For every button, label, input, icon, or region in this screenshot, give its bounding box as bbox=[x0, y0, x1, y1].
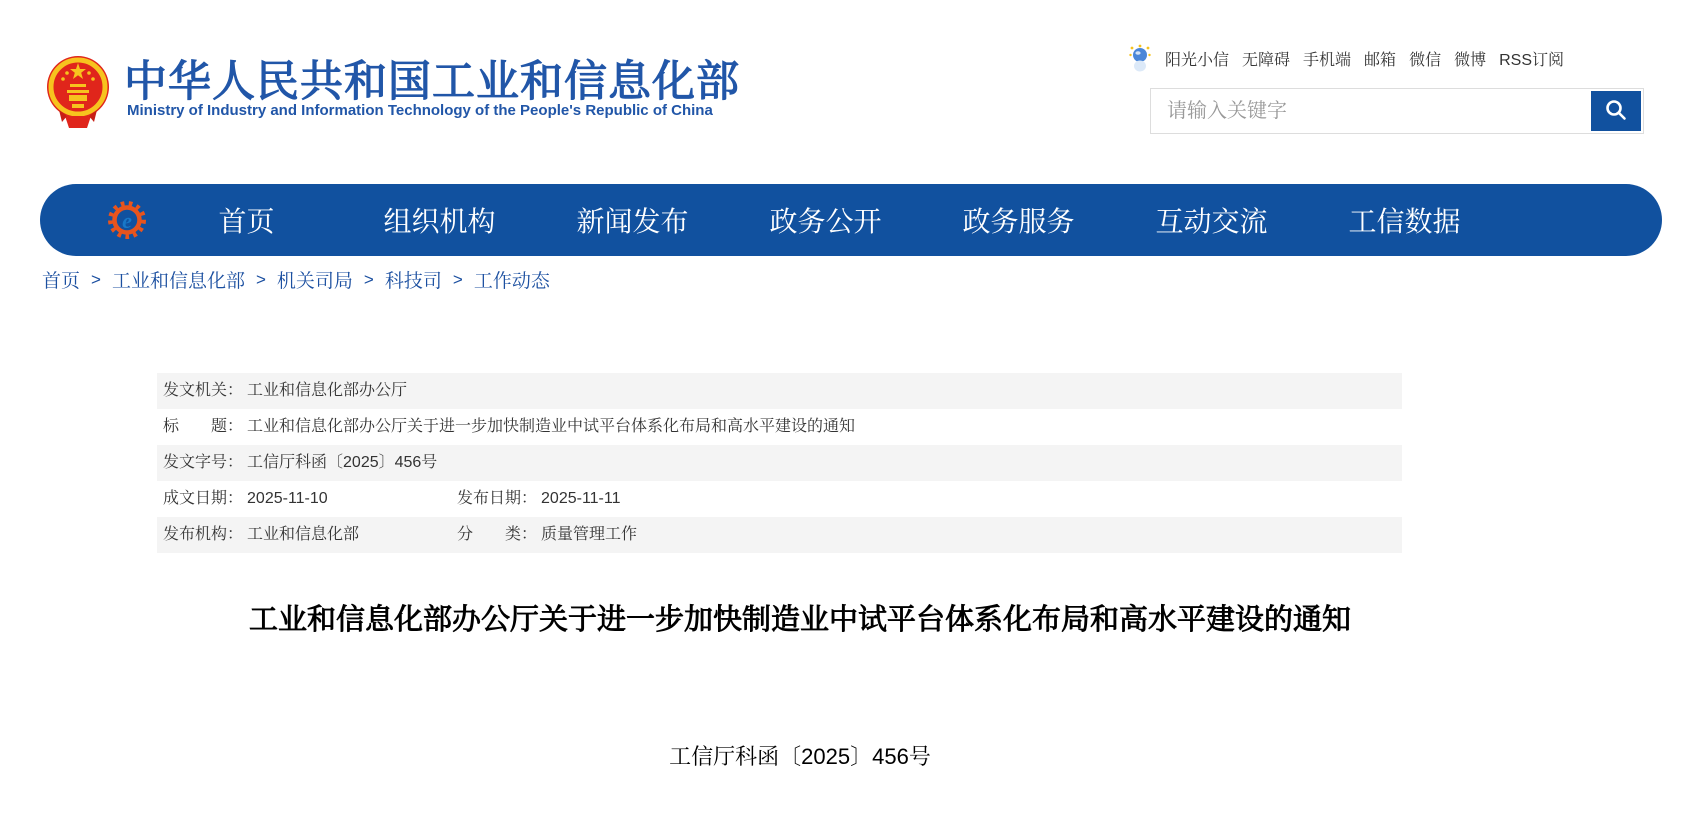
meta-label-category: 分 类： bbox=[457, 526, 538, 543]
nav-item-news-release[interactable]: 新闻发布 bbox=[576, 206, 689, 237]
miit-gear-logo-icon bbox=[104, 199, 150, 241]
search-button[interactable] bbox=[1591, 91, 1641, 131]
meta-cell bbox=[163, 382, 407, 399]
nav-item-organization[interactable]: 组织机构 bbox=[383, 206, 496, 237]
meta-value-title: 工业和信息化部办公厅关于进一步加快制造业中试平台体系化布局和高水平建设的通知 bbox=[247, 418, 856, 435]
meta-label-issuer: 发文机关： bbox=[163, 382, 244, 399]
meta-row-dates bbox=[157, 481, 1402, 517]
meta-cell bbox=[163, 490, 328, 507]
meta-cell bbox=[163, 418, 855, 435]
mascot-icon[interactable] bbox=[1128, 44, 1152, 72]
meta-label-written-date: 成文日期： bbox=[163, 490, 244, 507]
search-input[interactable] bbox=[1151, 89, 1587, 133]
breadcrumb-separator: > bbox=[91, 269, 101, 289]
breadcrumb-item-science-tech-dept[interactable]: 科技司 bbox=[384, 271, 442, 292]
national-emblem-icon bbox=[45, 50, 111, 138]
quick-link-rss[interactable]: RSS订阅 bbox=[1499, 51, 1564, 69]
nav-item-home[interactable]: 首页 bbox=[218, 206, 275, 237]
nav-item-gov-disclosure[interactable]: 政务公开 bbox=[769, 206, 882, 237]
meta-label-publish-date: 发布日期： bbox=[457, 490, 538, 507]
breadcrumb-item-miit[interactable]: 工业和信息化部 bbox=[111, 271, 245, 292]
breadcrumb bbox=[42, 266, 550, 293]
svg-text:e: e bbox=[122, 208, 132, 233]
meta-row-publisher-category bbox=[157, 517, 1402, 553]
breadcrumb-item-home[interactable]: 首页 bbox=[42, 271, 81, 292]
meta-label-title: 标 题： bbox=[163, 418, 244, 435]
quick-link-weibo[interactable]: 微博 bbox=[1454, 51, 1487, 69]
quick-link-wechat[interactable]: 微信 bbox=[1409, 51, 1442, 69]
search-icon bbox=[1604, 98, 1628, 125]
quick-links bbox=[1128, 44, 1564, 72]
search-bar bbox=[1150, 88, 1644, 134]
nav-item-gov-service[interactable]: 政务服务 bbox=[962, 206, 1075, 237]
meta-label-doc-number: 发文字号： bbox=[163, 454, 244, 471]
meta-value-written-date: 2025-11-10 bbox=[247, 490, 328, 507]
meta-cell bbox=[457, 517, 637, 553]
meta-row-title bbox=[157, 409, 1402, 445]
main-nav bbox=[40, 184, 1662, 256]
meta-row-doc-number bbox=[157, 445, 1402, 481]
meta-value-publish-date: 2025-11-11 bbox=[541, 490, 621, 507]
quick-link-accessibility[interactable]: 无障碍 bbox=[1242, 51, 1291, 69]
quick-link-sunshine-assistant[interactable]: 阳光小信 bbox=[1165, 51, 1230, 69]
article-doc-number: 工信厅科函〔2025〕456号 bbox=[669, 744, 931, 769]
meta-label-publisher: 发布机构： bbox=[163, 526, 244, 543]
meta-cell bbox=[163, 526, 359, 543]
breadcrumb-separator: > bbox=[452, 269, 463, 289]
meta-value-publisher: 工业和信息化部 bbox=[247, 526, 360, 543]
nav-item-interaction[interactable]: 互动交流 bbox=[1155, 206, 1268, 237]
quick-link-mail[interactable]: 邮箱 bbox=[1364, 51, 1397, 69]
breadcrumb-separator: > bbox=[363, 269, 374, 289]
meta-value-category: 质量管理工作 bbox=[541, 526, 638, 543]
doc-meta-table bbox=[157, 373, 1402, 553]
breadcrumb-item-departments[interactable]: 机关司局 bbox=[276, 271, 353, 292]
nav-item-miit-data[interactable]: 工信数据 bbox=[1348, 206, 1461, 237]
breadcrumb-item-work-updates[interactable]: 工作动态 bbox=[473, 271, 550, 292]
site-title: 中华人民共和国工业和信息化部 bbox=[124, 58, 740, 106]
article-title: 工业和信息化部办公厅关于进一步加快制造业中试平台体系化布局和高水平建设的通知 bbox=[248, 604, 1351, 636]
meta-cell bbox=[457, 481, 620, 517]
meta-value-issuer: 工业和信息化部办公厅 bbox=[247, 382, 408, 399]
breadcrumb-separator: > bbox=[255, 269, 266, 289]
meta-cell bbox=[163, 454, 437, 471]
site-subtitle: Ministry of Industry and Information Technology of the People's Republic of China bbox=[127, 102, 713, 119]
quick-link-mobile[interactable]: 手机端 bbox=[1303, 51, 1352, 69]
meta-value-doc-number: 工信厅科函〔2025〕456号 bbox=[247, 454, 438, 471]
meta-row-issuer bbox=[157, 373, 1402, 409]
